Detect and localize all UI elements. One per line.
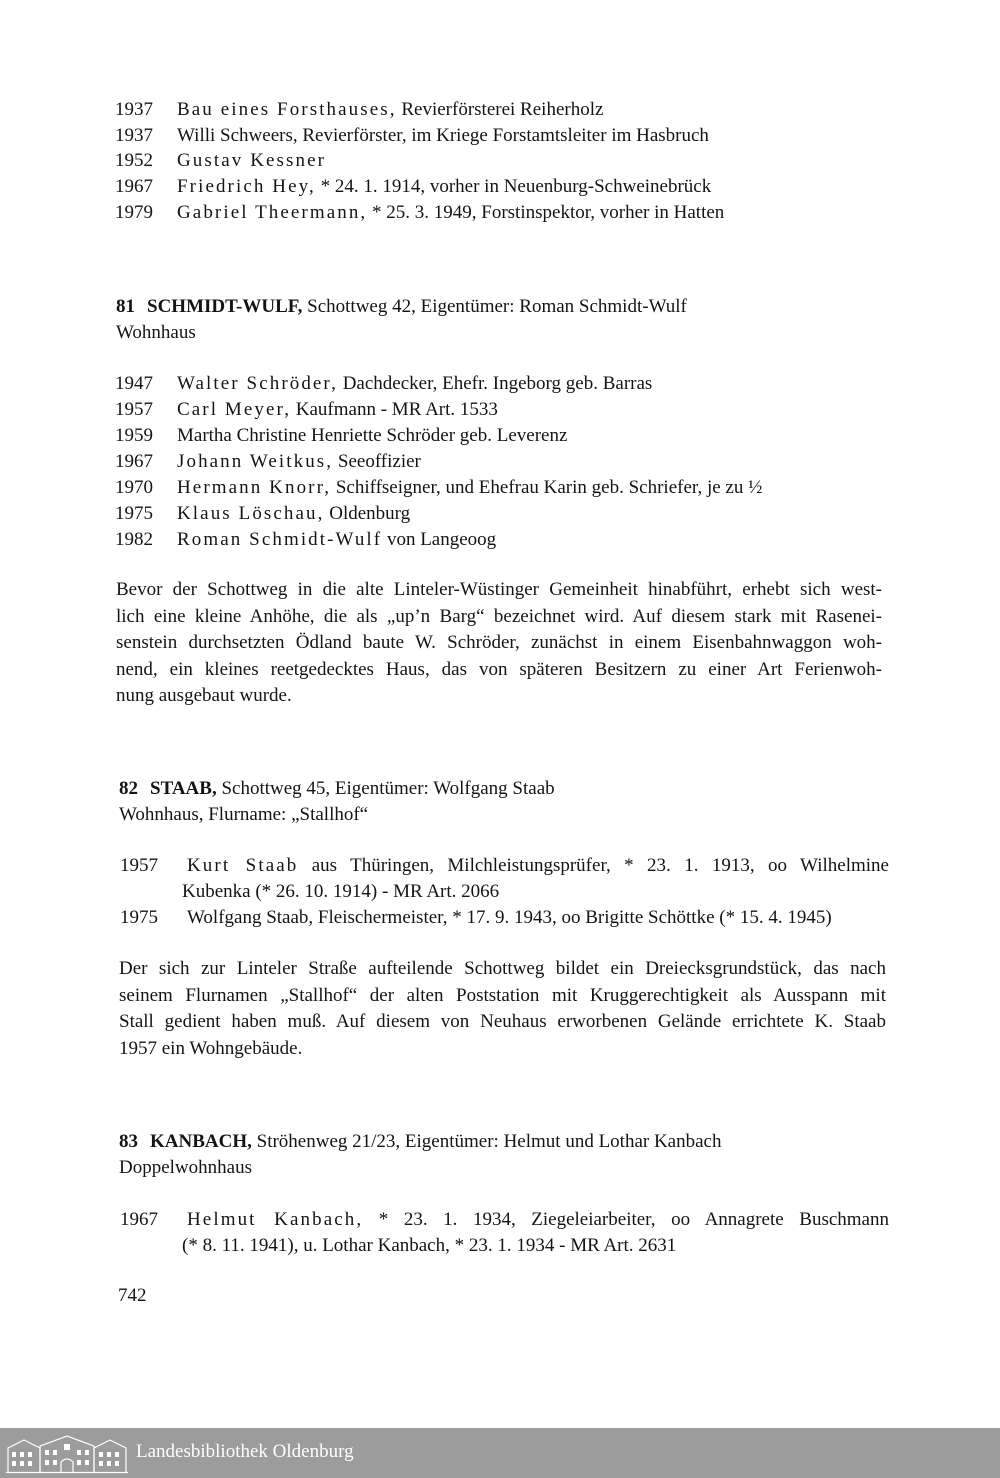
owner-entry: 1975 Klaus Löschau, Oldenburg bbox=[115, 503, 411, 524]
section-paragraph-82: Der sich zur Linteler Straße aufteilende Schottweg bildet ein Dreiecksgrundstück, das nach seinem Flurnamen „Stallhof“ der alten Poststation mit Kruggerechtigkeit als Ausspann mit Stall gedient haben muß. Auf diesem von Neuhaus erworbenen Gelände errichtete K. Staab 1957 ein Wohngebäude. bbox=[119, 958, 886, 1059]
owner-entry-continuation: Kubenka (* 26. 10. 1914) - MR Art. 2066 bbox=[182, 881, 500, 902]
owner-entry: 1957 Carl Meyer, Kaufmann - MR Art. 1533 bbox=[115, 399, 498, 420]
owner-entry: 1957 Kurt Staab aus Thüringen, Milchleistungsprüfer, * 23. 1. 1913, oo Wilhelmine bbox=[120, 855, 889, 876]
section-heading-81: 81 SCHMIDT-WULF, Schottweg 42, Eigentümer: Roman Schmidt-Wulf bbox=[116, 296, 687, 317]
section-heading-83: 83 KANBACH, Ströhenweg 21/23, Eigentümer: Helmut und Lothar Kanbach bbox=[119, 1131, 722, 1152]
top-entry: 1952 Gustav Kessner bbox=[115, 150, 327, 171]
library-building-icon bbox=[6, 1432, 128, 1474]
owner-entry: 1967 Johann Weitkus, Seeoffizier bbox=[115, 451, 421, 472]
section-heading-82: 82 STAAB, Schottweg 45, Eigentümer: Wolfgang Staab bbox=[119, 778, 555, 799]
section-type-81: Wohnhaus bbox=[116, 322, 196, 343]
library-footer-bar bbox=[0, 1428, 1000, 1478]
top-entry: 1937 Bau eines Forsthauses, Revierförsterei Reiherholz bbox=[115, 99, 604, 120]
owner-entry-continuation: (* 8. 11. 1941), u. Lothar Kanbach, * 23. 1. 1934 - MR Art. 2631 bbox=[182, 1235, 677, 1256]
top-entry: 1967 Friedrich Hey, * 24. 1. 1914, vorher in Neuenburg-Schweinebrück bbox=[115, 176, 712, 197]
owner-entry: 1975 Wolfgang Staab, Fleischermeister, * 17. 9. 1943, oo Brigitte Schöttke (* 15. 4. 1945) bbox=[120, 907, 832, 928]
owner-entry: 1967 Helmut Kanbach, * 23. 1. 1934, Ziegeleiarbeiter, oo Annagrete Buschmann bbox=[120, 1209, 889, 1230]
owner-entry: 1959 Martha Christine Henriette Schröder geb. Leverenz bbox=[115, 425, 568, 446]
owner-entry: 1947 Walter Schröder, Dachdecker, Ehefr. Ingeborg geb. Barras bbox=[115, 373, 653, 394]
section-type-82: Wohnhaus, Flurname: „Stallhof“ bbox=[119, 804, 369, 825]
section-type-83: Doppelwohnhaus bbox=[119, 1157, 252, 1178]
owner-entry: 1982 Roman Schmidt-Wulf von Langeoog bbox=[115, 529, 497, 550]
top-entry: 1979 Gabriel Theermann, * 25. 3. 1949, Forstinspektor, vorher in Hatten bbox=[115, 202, 725, 223]
section-paragraph-81: Bevor der Schottweg in die alte Linteler-Wüstinger Gemeinheit hinabführt, erhebt sich west- lich eine kleine Anhöhe, die als „up’n Barg“ bezeichnet wird. Auf diesem stark mit Rasenei- senstein durchsetzten Ödland baute W. Schröder, zunächst in einem Eisenbahnwaggon woh- nend, ein kleines reetgedecktes Haus, das von späteren Besitzern zu einer Art Ferienwoh- nung ausgebaut wurde. bbox=[116, 579, 882, 707]
top-entry: 1937 Willi Schweers, Revierförster, im Kriege Forstamtsleiter im Hasbruch bbox=[115, 125, 709, 146]
page-number: 742 bbox=[118, 1285, 147, 1306]
library-name: Landesbibliothek Oldenburg bbox=[136, 1441, 354, 1462]
owner-entry: 1970 Hermann Knorr, Schiffseigner, und Ehefrau Karin geb. Schriefer, je zu ½ bbox=[115, 477, 763, 498]
